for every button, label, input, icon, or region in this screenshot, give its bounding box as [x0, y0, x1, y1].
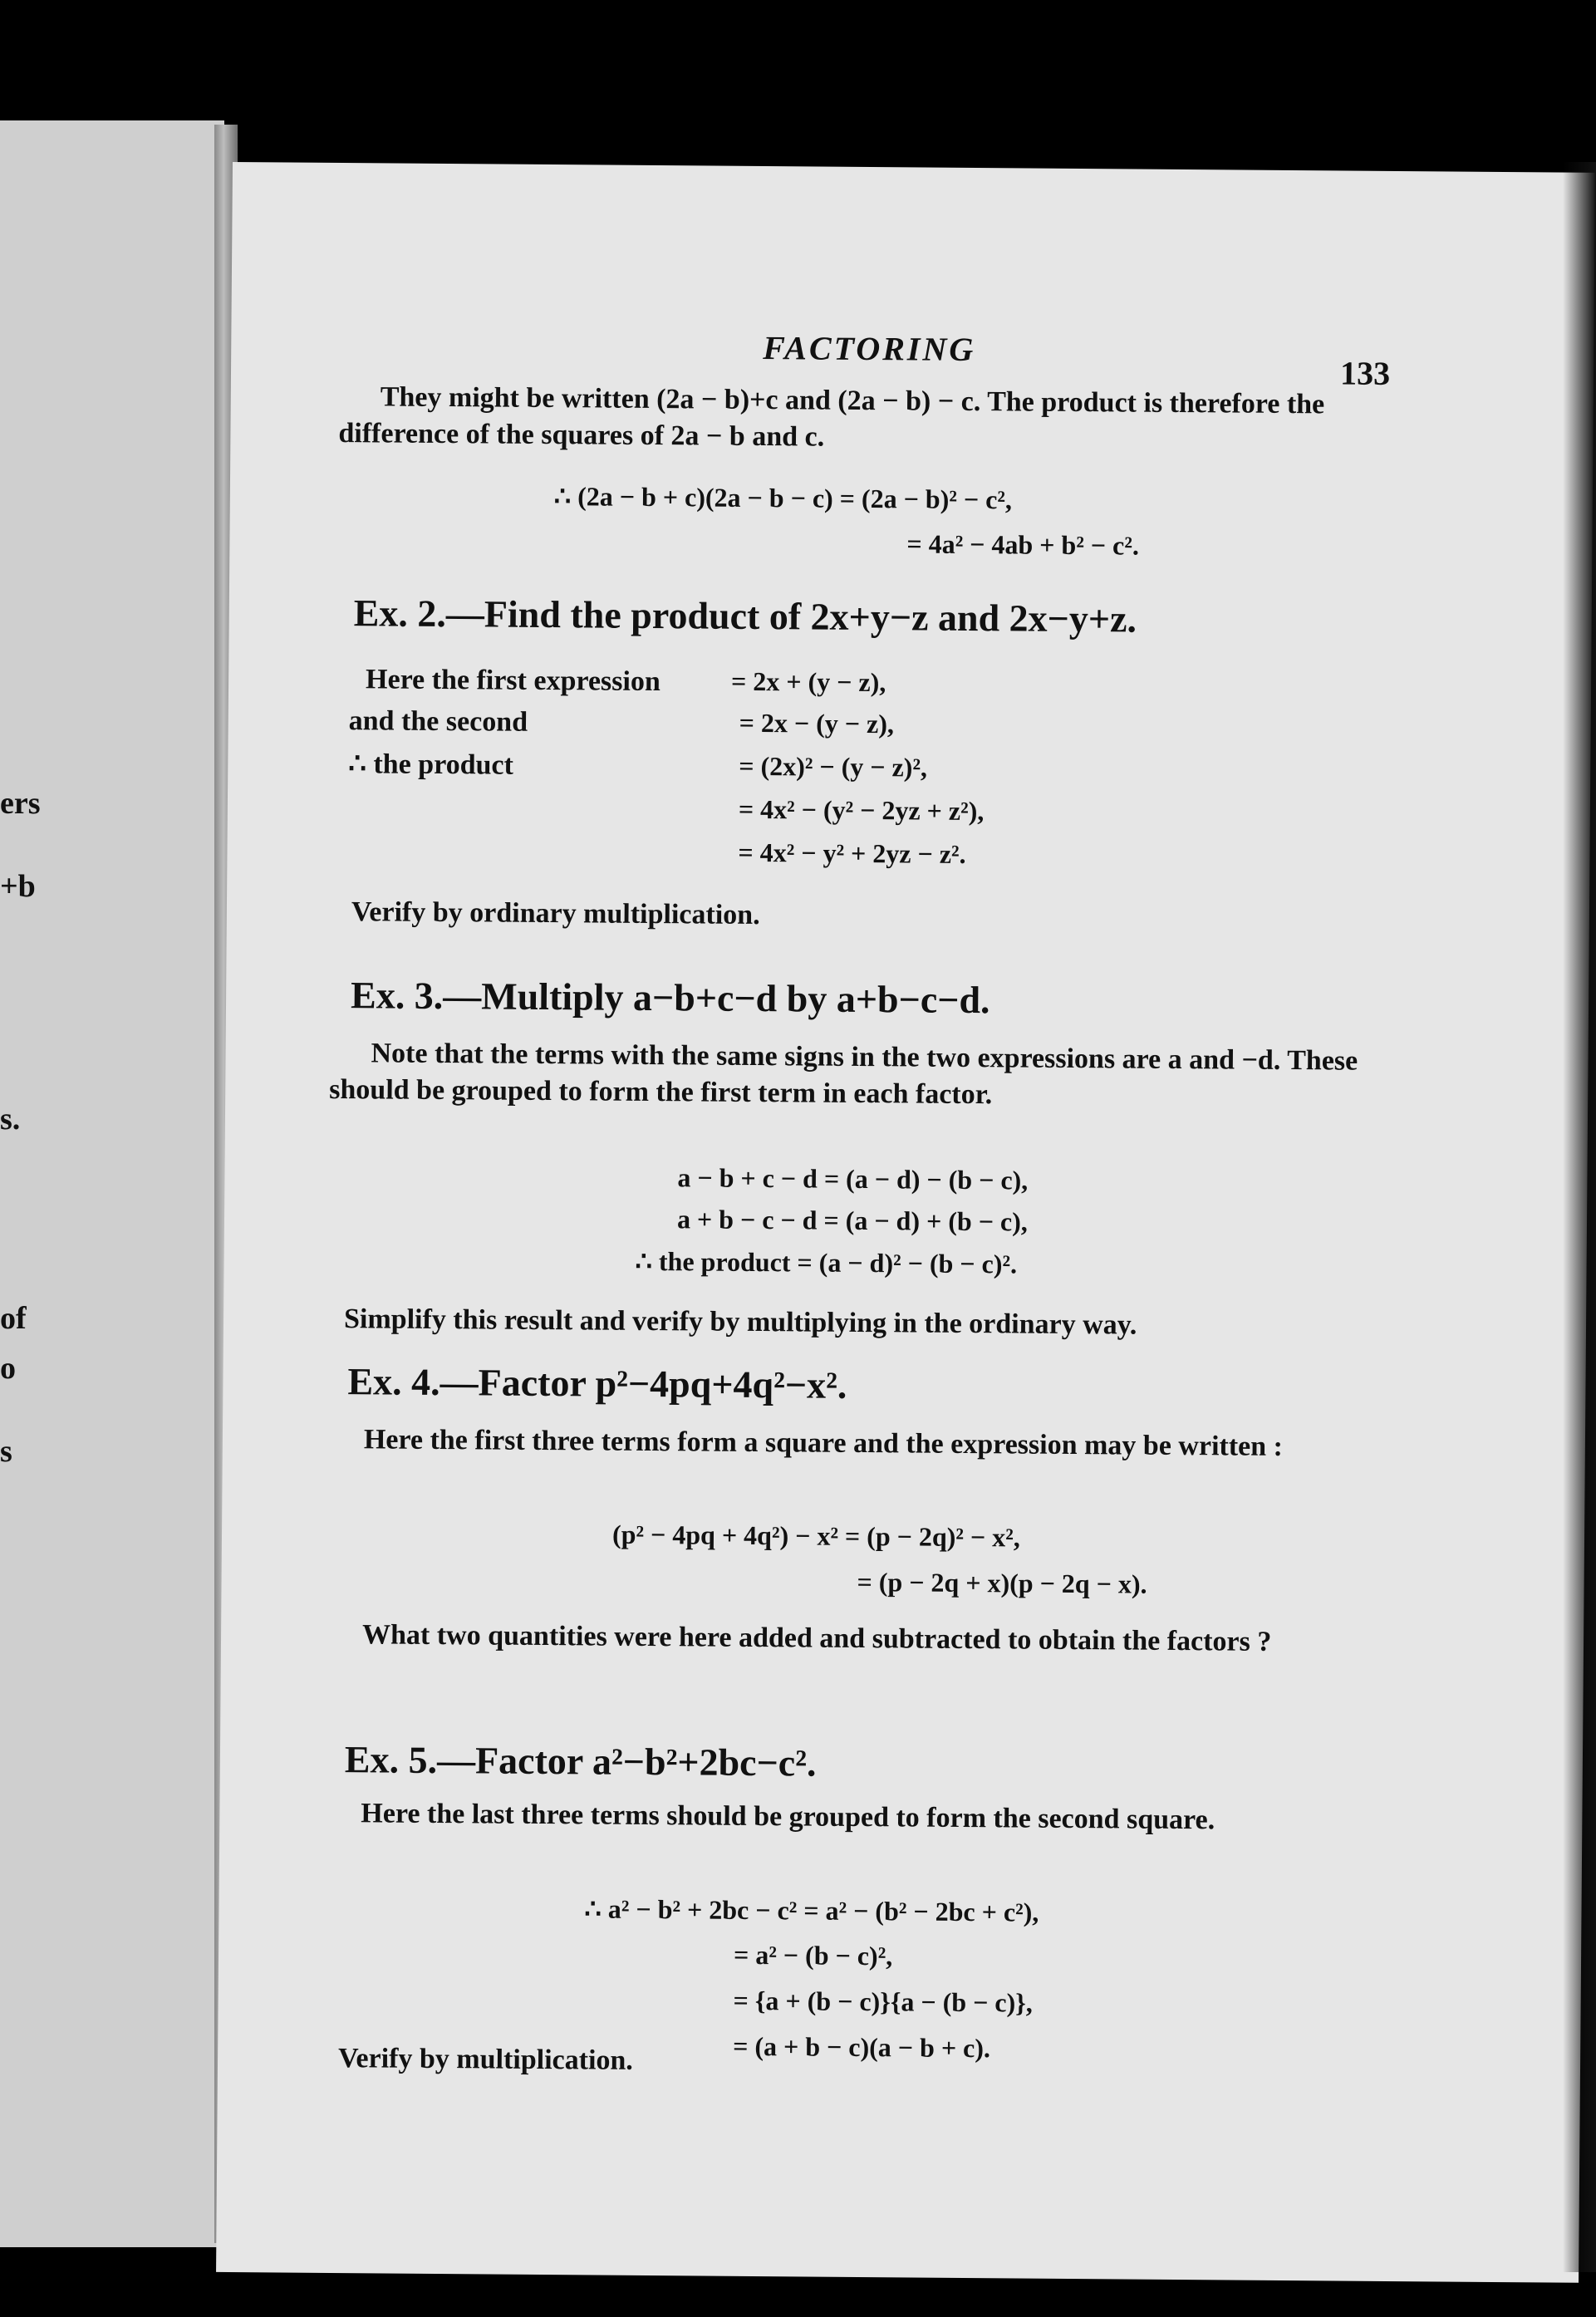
equation-line: = 4x² − (y² − 2yz + z²),: [738, 793, 985, 827]
equation-line: = (2x)² − (y − z)²,: [739, 750, 928, 783]
left-fragment: of: [0, 1301, 27, 1336]
derivation-label: and the second: [348, 705, 528, 738]
equation-line: = (a + b − c)(a − b + c).: [733, 2030, 991, 2064]
intro-paragraph: They might be written (2a − b)+c and (2a − b) − c. The product is therefore the difference of the squares of 2a − b and c.: [338, 381, 1325, 453]
equation-line: = 4x² − y² + 2yz − z².: [738, 837, 966, 869]
equation-line: = {a + (b − c)}{a − (b − c)},: [733, 1985, 1034, 2018]
equation-line: ∴ a² − b² + 2bc − c² = a² − (b² − 2bc + c²),: [584, 1893, 1039, 1927]
book-page: [216, 162, 1595, 2283]
equation-line: = 2x − (y − z),: [739, 707, 895, 739]
equation-line: (p² − 4pq + 4q²) − x² = (p − 2q)² − x²,: [611, 1519, 1020, 1553]
example-text: Here the last three terms should be grouped to form the second square.: [361, 1798, 1215, 1836]
verify-note: Verify by multiplication.: [337, 2043, 634, 2076]
derivation-label: ∴ the product: [348, 749, 514, 781]
equation-line: ∴ the product = (a − d)² − (b − c)².: [635, 1245, 1018, 1279]
example-text: Here the first three terms form a square and the expression may be written :: [363, 1424, 1284, 1462]
example-heading: Ex. 2.—Find the product of 2x+y−z and 2x−y+z.: [353, 592, 1137, 641]
left-fragment: ers: [0, 786, 41, 821]
equation-line: a + b − c − d = (a − d) + (b − c),: [676, 1204, 1029, 1237]
running-header: FACTORING: [763, 329, 976, 369]
derivation-label: Here the first expression: [365, 664, 660, 698]
left-fragment: s: [0, 1434, 12, 1469]
example-heading: Ex. 5.—Factor a²−b²+2bc−c².: [344, 1738, 817, 1784]
equation-line: = a² − (b − c)²,: [733, 1939, 893, 1971]
left-page: [0, 120, 224, 2247]
example-text: Note that the terms with the same signs in the two expressions are a and −d. These should be grouped to form the first term in each factor.: [329, 1038, 1358, 1111]
left-fragment: +b: [0, 869, 36, 904]
equation-line: a − b + c − d = (a − d) − (b − c),: [677, 1162, 1029, 1195]
left-fragment: s.: [0, 1102, 21, 1136]
equation-line: ∴ (2a − b + c)(2a − b − c) = (2a − b)² − c²,: [553, 481, 1013, 515]
verify-note: Verify by ordinary multiplication.: [351, 896, 760, 931]
example-heading: Ex. 4.—Factor p²−4pq+4q²−x².: [347, 1360, 847, 1406]
verify-note: Simplify this result and verify by multiplying in the ordinary way.: [343, 1303, 1137, 1341]
example-heading: Ex. 3.—Multiply a−b+c−d by a+b−c−d.: [350, 974, 990, 1022]
equation-line: = 2x + (y − z),: [730, 665, 886, 698]
equation-line: = (p − 2q + x)(p − 2q − x).: [857, 1566, 1147, 1599]
left-fragment: o: [0, 1351, 16, 1386]
page-number: 133: [1339, 354, 1391, 392]
equation-line: = 4a² − 4ab + b² − c².: [906, 528, 1140, 561]
page-shadow: [1563, 162, 1596, 2272]
example-question: What two quantities were here added and subtracted to obtain the factors ?: [361, 1619, 1272, 1657]
